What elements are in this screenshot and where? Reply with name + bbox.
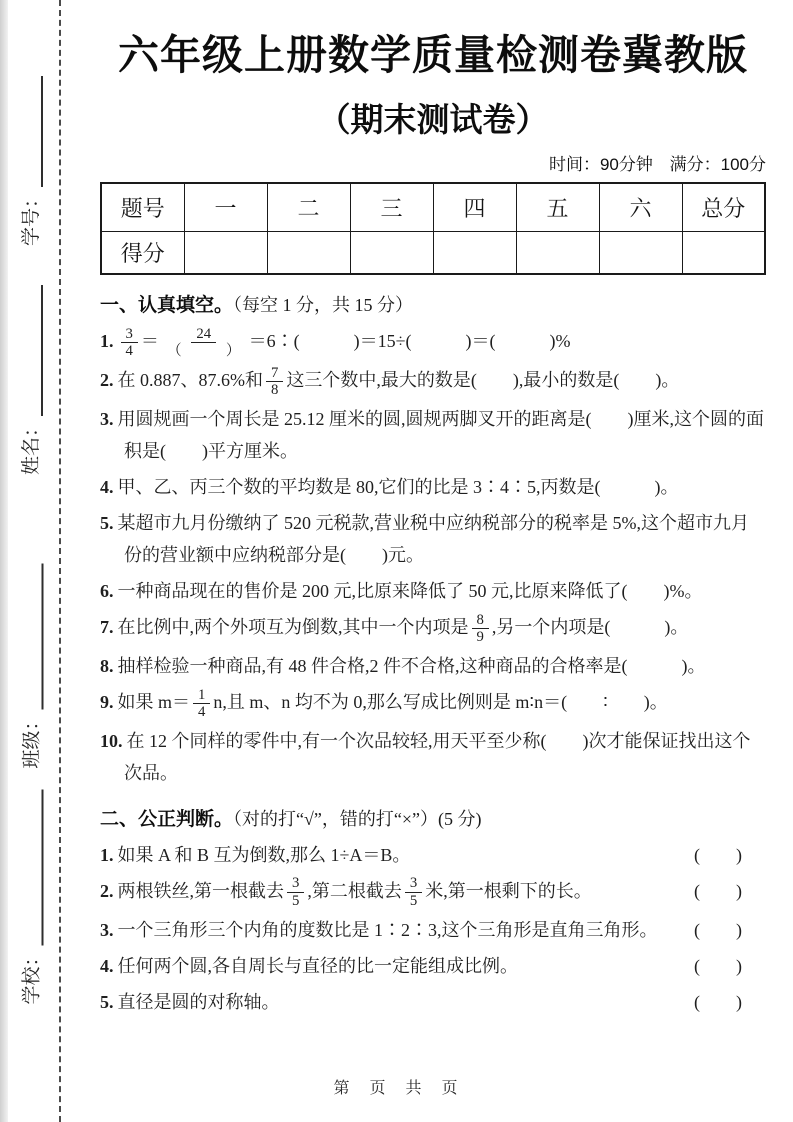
fraction <box>405 875 422 909</box>
answer-blank: ( ) <box>694 991 742 1012</box>
fraction <box>472 612 489 646</box>
score-empty-cell <box>516 232 599 275</box>
fill-questions-list <box>100 325 766 789</box>
fill-question-2 <box>100 364 766 399</box>
question-text: 用圆规画一个周长是 25.12 厘米的圆,圆规两脚叉开的距离是( )厘米,这个圆的面积是( )平方厘米。 <box>117 408 764 461</box>
score-col-6: 六 <box>599 183 682 232</box>
fill-question-7 <box>100 611 766 646</box>
question-number: 10. <box>100 730 123 751</box>
question-text: 一种商品现在的售价是 200 元,比原来降低了 50 元,比原来降低了( )%。 <box>117 580 703 601</box>
question-text: ,第二根截去 <box>307 880 402 901</box>
question-number: 6. <box>100 580 114 601</box>
question-text: 两根铁丝,第一根截去 <box>117 880 284 901</box>
question-number: 2. <box>100 369 114 390</box>
exam-meta <box>100 154 766 176</box>
section2-title: 二、公正判断。 <box>100 808 234 830</box>
fraction <box>287 875 304 909</box>
score-table <box>100 182 766 275</box>
fraction-numerator: 7 <box>266 365 283 383</box>
judge-question-1 <box>100 839 766 871</box>
question-number: 5. <box>100 512 114 533</box>
judge-question-text <box>100 875 686 910</box>
question-number: 1. <box>100 844 114 865</box>
fraction-denominator: 4 <box>125 343 133 360</box>
fraction-denominator: 4 <box>198 704 206 721</box>
question-text: 这三个数中,最大的数是( ),最小的数是( )。 <box>286 369 680 390</box>
question-number: 5. <box>100 991 114 1012</box>
fill-question-6 <box>100 575 766 607</box>
fraction-numerator: 1 <box>193 687 210 705</box>
fill-question-10 <box>100 725 766 789</box>
section1-title: 一、认真填空。 <box>100 295 234 316</box>
question-text: 在 0.887、87.6%和 <box>117 369 263 390</box>
page-footer: 第 页 共 页 <box>333 1080 460 1097</box>
judge-question-text <box>100 986 686 1018</box>
section-true-false <box>100 804 766 1018</box>
score-empty-cell <box>184 232 267 275</box>
question-text: 如果 m＝ <box>117 691 191 712</box>
score-col-2: 二 <box>267 183 350 232</box>
judge-question-text <box>100 839 686 871</box>
fraction-numerator: 3 <box>121 326 138 344</box>
student-id-label: 学号： <box>21 188 42 246</box>
fraction <box>162 326 246 360</box>
fraction <box>266 365 283 399</box>
fraction-numerator: 24 <box>191 326 216 344</box>
fraction-numerator: 3 <box>405 875 422 893</box>
page-left-edge-shading <box>0 0 8 1122</box>
question-number: 4. <box>100 955 114 976</box>
fill-question-5 <box>100 507 766 571</box>
question-number: 3. <box>100 408 114 429</box>
fraction-denominator: 5 <box>409 893 418 909</box>
score-col-1: 一 <box>184 183 267 232</box>
fill-question-4 <box>100 471 766 503</box>
score-col-4: 四 <box>433 183 516 232</box>
class-field <box>17 564 43 769</box>
school-blank-line <box>25 790 43 946</box>
question-text: 一个三角形三个内角的度数比是 1∶2∶3,这个三角形是直角三角形。 <box>117 919 658 940</box>
section1-note: （每空 1 分，共 15 分） <box>233 295 414 315</box>
score-table-header-row <box>101 183 765 232</box>
question-text: 直径是圆的对称轴。 <box>117 991 280 1012</box>
question-number: 8. <box>100 655 114 676</box>
score-empty-cell <box>267 232 350 275</box>
fraction-numerator: 3 <box>287 875 304 893</box>
class-blank-line <box>25 564 43 710</box>
fill-question-3 <box>100 403 766 467</box>
question-number: 3. <box>100 919 114 940</box>
score-empty-cell <box>350 232 433 275</box>
student-name-blank-line <box>25 285 43 416</box>
fill-question-8 <box>100 650 766 682</box>
exam-content <box>100 0 766 1018</box>
student-name-field <box>17 285 43 475</box>
question-text: 抽样检验一种商品,有 48 件合格,2 件不合格,这种商品的合格率是( )。 <box>117 655 706 676</box>
judge-question-5 <box>100 986 766 1018</box>
question-text: 如果 A 和 B 互为倒数,那么 1÷A＝B。 <box>117 844 411 865</box>
judge-question-2 <box>100 875 766 910</box>
question-text: 米,第一根剩下的长。 <box>425 880 592 901</box>
section2-header <box>100 804 766 835</box>
student-id-field <box>17 76 43 246</box>
class-label: 班级： <box>21 711 42 769</box>
question-text: 甲、乙、丙三个数的平均数是 80,它们的比是 3∶4∶5,丙数是( )。 <box>117 476 679 497</box>
score-col-3: 三 <box>350 183 433 232</box>
question-number: 2. <box>100 880 114 901</box>
answer-blank: ( ) <box>694 955 742 976</box>
judge-questions-list <box>100 839 766 1018</box>
fraction-denominator: （ ） <box>166 343 241 360</box>
score-col-7: 总分 <box>682 183 765 232</box>
question-text: ＝ <box>140 331 159 351</box>
question-number: 7. <box>100 616 114 637</box>
exam-title: 六年级上册数学质量检测卷冀教版 <box>118 32 748 78</box>
question-number: 9. <box>100 691 114 712</box>
score-col-5: 五 <box>516 183 599 232</box>
section2-note: （对的打“√”，错的打“×”）(5 分) <box>233 808 482 829</box>
answer-blank: ( ) <box>694 919 742 940</box>
question-text: 任何两个圆,各自周长与直径的比一定能组成比例。 <box>117 955 518 976</box>
question-text: n,且 m、n 均不为 0,那么写成比例则是 m∶n＝( ∶ )。 <box>213 691 668 712</box>
question-text: 某超市九月份缴纳了 520 元税款,营业税中应纳税部分的税率是 5%,这个超市九月份的营业额中应纳税部分是( )元。 <box>117 512 749 565</box>
judge-question-text <box>100 950 686 982</box>
answer-blank: ( ) <box>694 844 742 865</box>
fill-question-9 <box>100 686 766 721</box>
judge-question-3 <box>100 914 766 946</box>
full-score: 满分：100分 <box>669 155 766 174</box>
fraction-denominator: 9 <box>476 629 484 646</box>
judge-question-4 <box>100 950 766 982</box>
score-table-corner-cell: 题号 <box>101 183 184 232</box>
exam-subtitle: （期末测试卷） <box>317 101 549 138</box>
section-fill-blanks <box>100 290 766 789</box>
question-text: 在 12 个同样的零件中,有一个次品较轻,用天平至少称( )次才能保证找出这个次品。 <box>124 730 751 783</box>
question-number: 4. <box>100 476 114 497</box>
fill-question-1 <box>100 325 766 360</box>
question-text: ,另一个内项是( )。 <box>491 616 689 637</box>
time-limit: 时间：90分钟 <box>548 155 653 174</box>
score-empty-cell <box>599 232 682 275</box>
score-empty-cell <box>433 232 516 275</box>
judge-question-text <box>100 914 686 946</box>
fraction <box>193 687 210 721</box>
margin-dashed-line <box>59 0 61 1122</box>
school-field <box>17 790 43 1005</box>
fraction <box>121 326 138 360</box>
fraction-numerator: 8 <box>472 612 489 630</box>
fraction-denominator: 8 <box>271 382 279 399</box>
score-empty-cell <box>682 232 765 275</box>
student-id-blank-line <box>25 76 43 187</box>
question-text: 在比例中,两个外项互为倒数,其中一个内项是 <box>117 616 469 637</box>
answer-blank: ( ) <box>694 880 742 901</box>
question-number: 1. <box>100 331 114 351</box>
score-table-score-row <box>101 232 765 275</box>
question-text: ＝6∶( )＝15÷( )＝( )% <box>248 331 571 351</box>
section1-header <box>100 290 766 321</box>
score-row-label: 得分 <box>101 232 184 275</box>
student-name-label: 姓名： <box>21 417 42 475</box>
school-label: 学校： <box>21 947 42 1005</box>
fraction-denominator: 5 <box>292 893 300 909</box>
